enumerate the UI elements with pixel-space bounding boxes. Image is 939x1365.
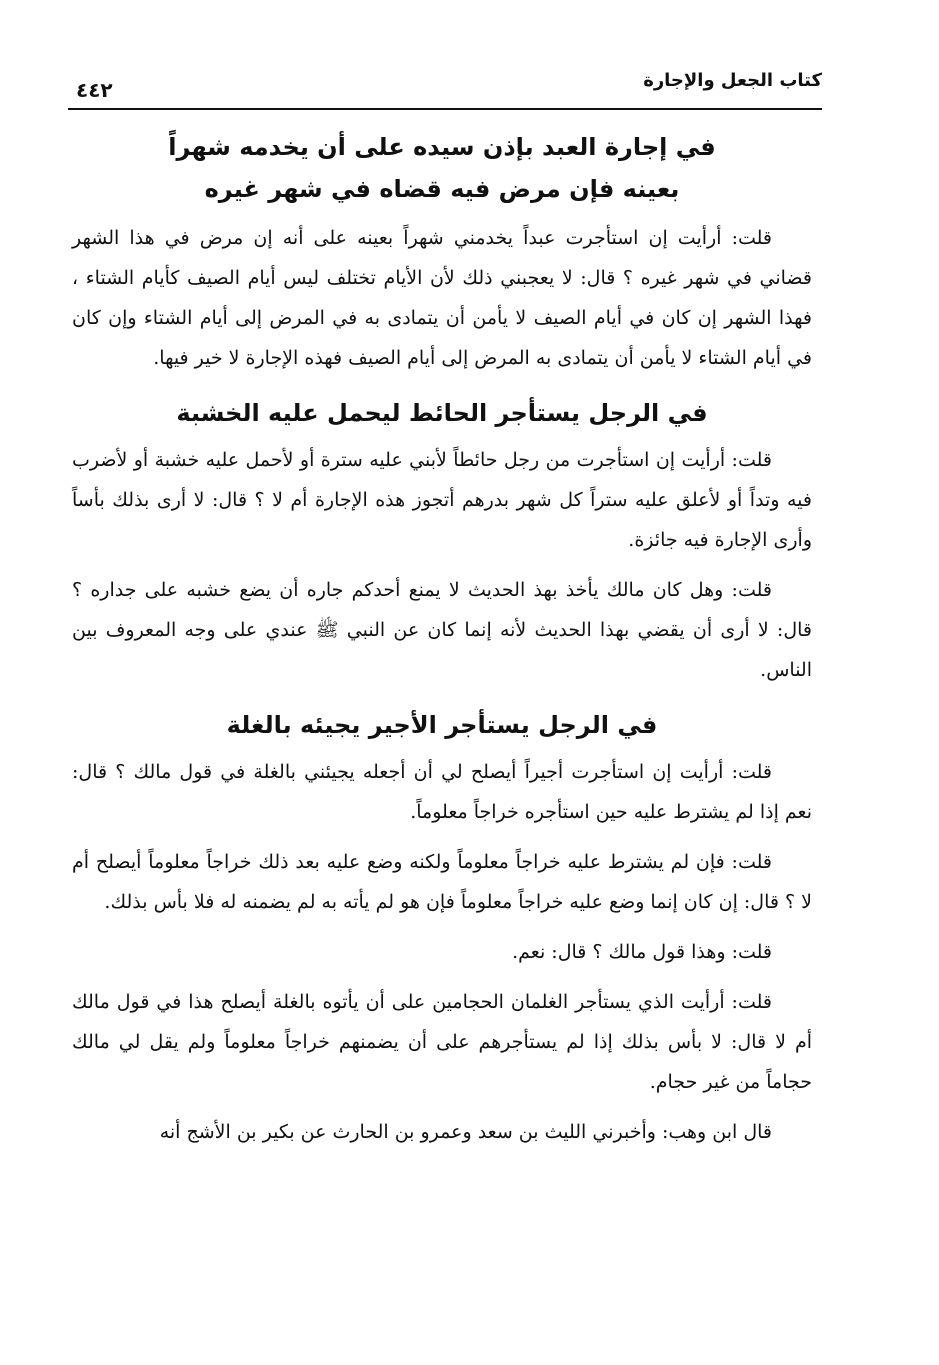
heading-line: في الرجل يستأجر الأجير يجيئه بالغلة [226, 711, 658, 739]
section-heading [72, 704, 812, 746]
section-heading [72, 126, 812, 210]
heading-line: بعينه فإن مرض فيه قضاه في شهر غيره [204, 175, 680, 203]
page-body [72, 126, 812, 1162]
page-number: ٤٤٢ [76, 78, 113, 102]
heading-line: في إجارة العبد بإذن سيده على أن يخدمه شهراً [168, 133, 716, 161]
paragraph: قلت: أرأيت إن استأجرت من رجل حائطاً لأبني عليه سترة أو لأحمل عليه خشبة أو لأضرب فيه وتداً أو لأعلق عليه ستراً كل شهر بدرهم أتجوز هذه الإجارة أم لا ؟ قال: لا أرى بذلك بأساً وأرى الإجارة فيه جائزة. [72, 449, 812, 551]
header-rule [68, 108, 822, 110]
heading-line: في الرجل يستأجر الحائط ليحمل عليه الخشبة [176, 399, 708, 427]
paragraph: قال ابن وهب: وأخبرني الليث بن سعد وعمرو بن الحارث عن بكير بن الأشج أنه [159, 1121, 772, 1143]
section-heading [72, 392, 812, 434]
paragraph: قلت: أرأيت الذي يستأجر الغلمان الحجامين على أن يأتوه بالغلة أيصلح هذا في قول مالك أم لا قال: لا بأس بذلك إذا لم يستأجرهم على أن يضمنهم خراجاً معلوماً ولم يقل لي مالك حجاماً من غير حجام. [72, 991, 812, 1093]
paragraph: قلت: أرأيت إن استأجرت عبداً يخدمني شهراً بعينه على أنه إن مرض في هذا الشهر قضاني في شهر غيره ؟ قال: لا يعجبني ذلك لأن الأيام تختلف ليس أيام الصيف كأيام الشتاء ، فهذا الشهر إن كان في أيام الصيف لا يأمن أن يتمادى به في المرض إلى أيام الشتاء وإن كان في أيام الشتاء لا يأمن أن يتمادى به المرض إلى أيام الصيف فهذه الإجارة لا خير فيها. [72, 227, 812, 369]
running-header [68, 66, 822, 106]
paragraph: قلت: وهل كان مالك يأخذ بهذ الحديث لا يمنع أحدكم جاره أن يضع خشبه على جداره ؟ قال: لا أرى أن يقضي بهذا الحديث لأنه إنما كان عن النبي ﷺ عندي على وجه المعروف بين الناس. [72, 579, 812, 681]
running-title: كتاب الجعل والإجارة [643, 70, 822, 91]
paragraph: قلت: وهذا قول مالك ؟ قال: نعم. [512, 941, 772, 963]
paragraph: قلت: فإن لم يشترط عليه خراجاً معلوماً ولكنه وضع عليه بعد ذلك خراجاً معلوماً أيصلح أم لا ؟ قال: إن كان إنما وضع عليه خراجاً معلوماً فإن هو لم يأته به لم يضمنه له فلا بأس بذلك. [72, 851, 812, 913]
paragraph: قلت: أرأيت إن استأجرت أجيراً أيصلح لي أن أجعله يجيئني بالغلة في قول مالك ؟ قال: نعم إذا لم يشترط عليه حين استأجره خراجاً معلوماً. [72, 761, 812, 823]
